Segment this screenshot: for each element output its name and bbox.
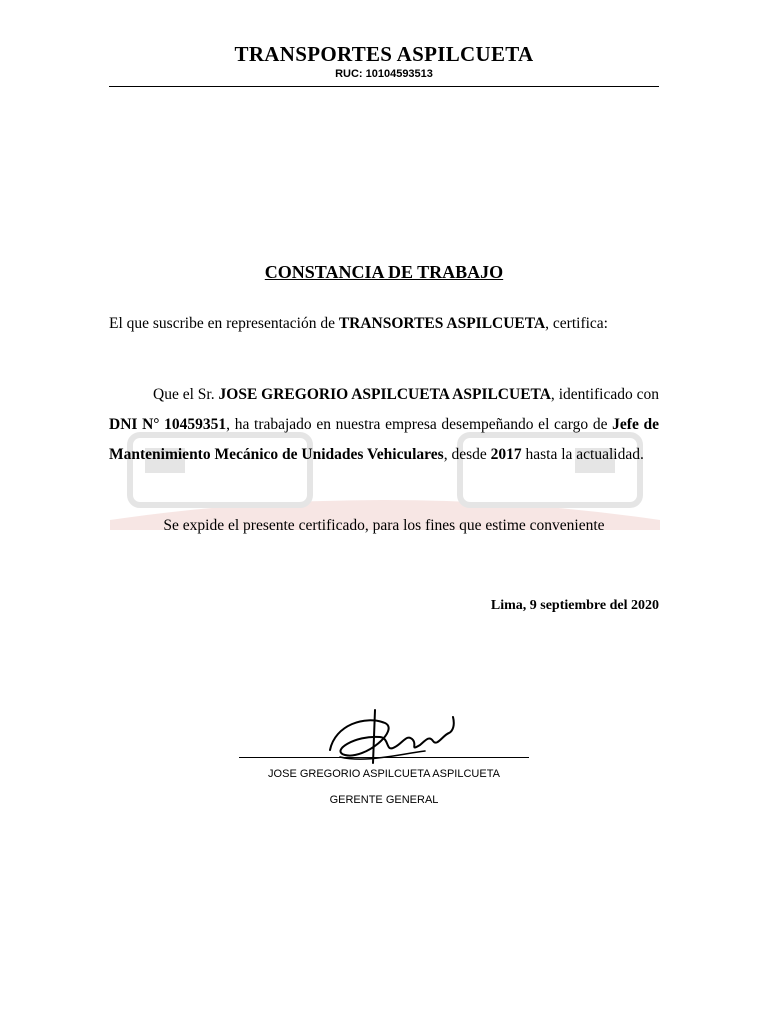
employee-role: Jefe de Mantenimiento Mecánico de Unidades Vehiculares xyxy=(109,416,660,463)
company-name: TRANSPORTES ASPILCUETA xyxy=(234,42,534,66)
intro-company: TRANSORTES ASPILCUETA xyxy=(338,315,546,332)
intro-paragraph xyxy=(109,309,659,339)
closing-paragraph: Se expide el presente certificado, para los fines que estime conveniente xyxy=(163,517,605,534)
body-paragraph xyxy=(109,380,659,470)
body-text-2: , identificado con xyxy=(550,386,660,403)
body-text-3: , ha trabajado en nuestra empresa desempeñando el cargo de xyxy=(226,416,613,433)
start-year: 2017 xyxy=(490,446,522,463)
place-and-date: Lima, 9 septiembre del 2020 xyxy=(490,598,659,613)
intro-text-pre: El que suscribe en representación de xyxy=(109,315,339,332)
signer-position: GERENTE GENERAL xyxy=(329,794,439,806)
header-divider xyxy=(109,86,659,87)
document-title: CONSTANCIA DE TRABAJO xyxy=(264,262,504,282)
intro-text-post: , certifica: xyxy=(545,315,608,332)
signature-line xyxy=(239,757,529,758)
employee-name: JOSE GREGORIO ASPILCUETA ASPILCUETA xyxy=(218,386,551,403)
body-text-4: , desde xyxy=(443,446,491,463)
employee-dni: DNI N° 10459351 xyxy=(109,416,227,433)
body-text-1: Que el Sr. xyxy=(153,386,219,403)
body-text-5: hasta la actualidad. xyxy=(521,446,644,463)
signer-name: JOSE GREGORIO ASPILCUETA ASPILCUETA xyxy=(268,768,500,780)
company-ruc: RUC: 10104593513 xyxy=(335,68,433,80)
